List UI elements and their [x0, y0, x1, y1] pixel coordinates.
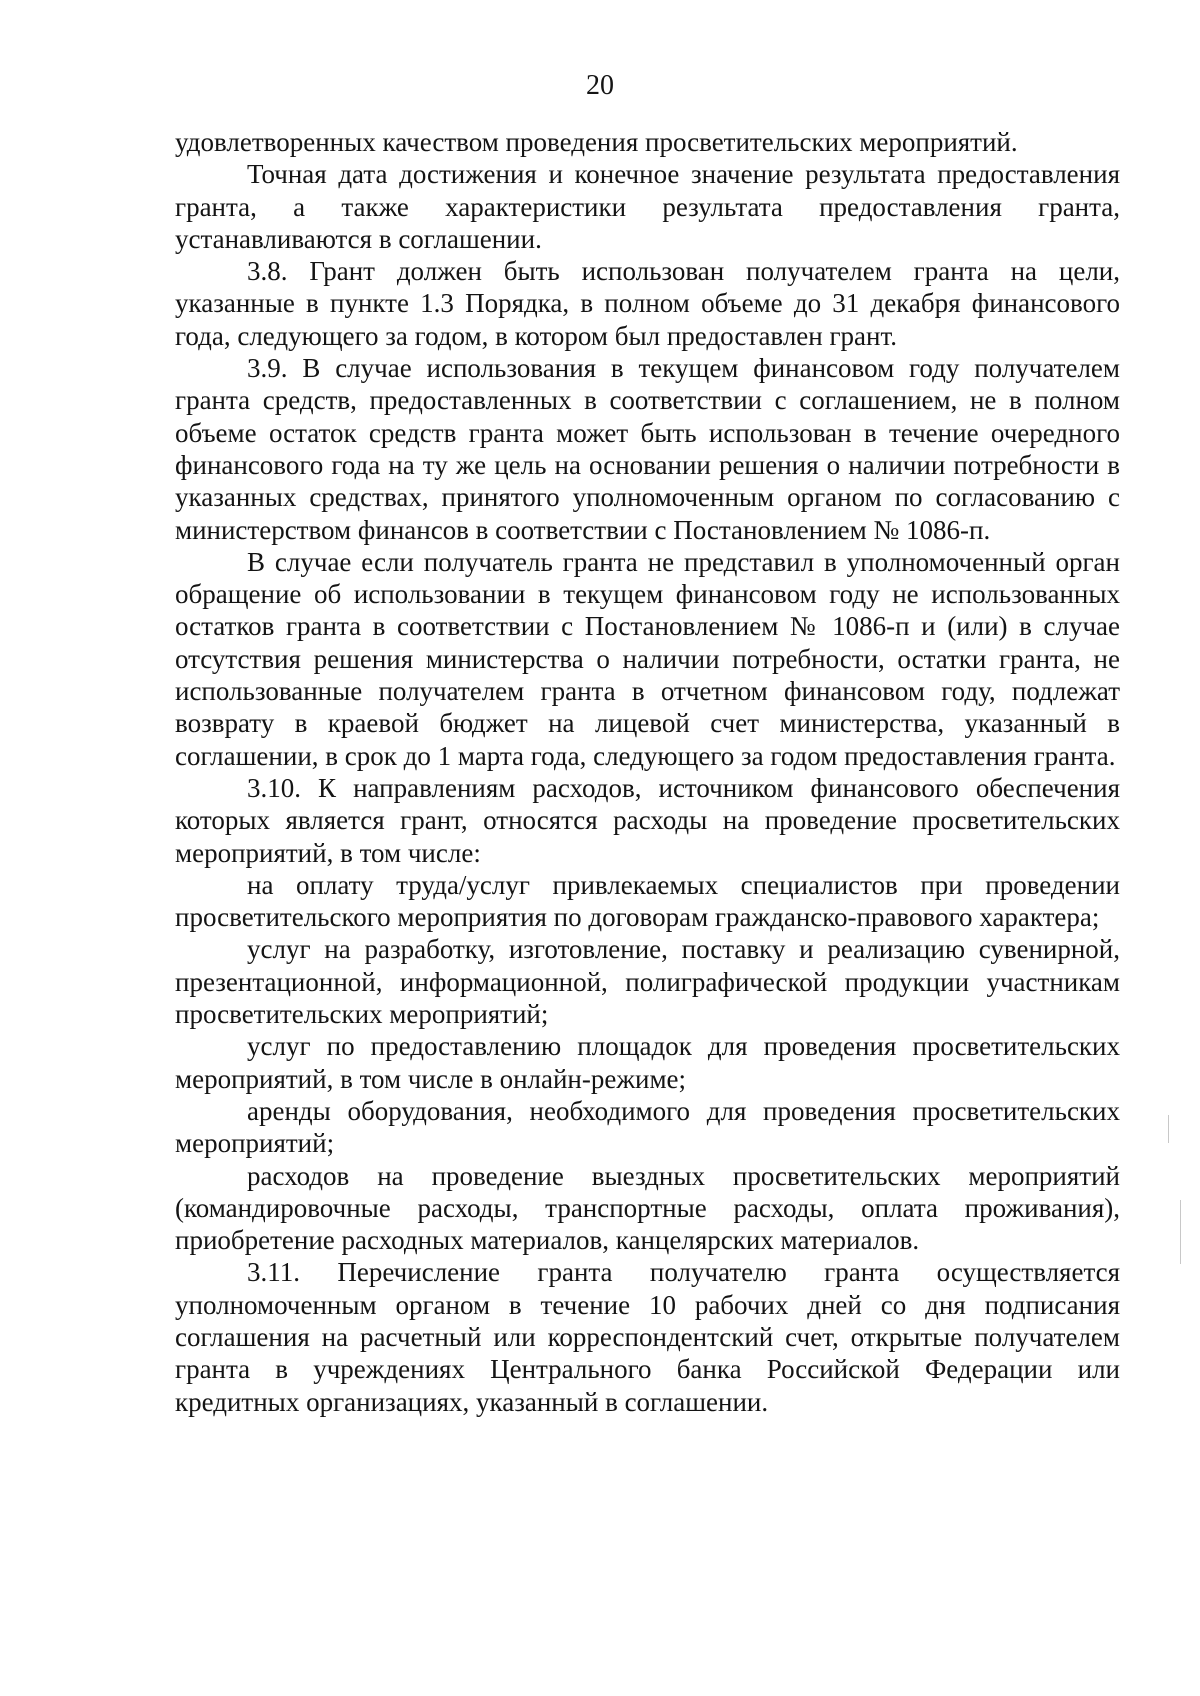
scan-edge-mark [1180, 1200, 1181, 1264]
list-item-field-events: расходов на проведение выездных просветительских мероприятий (командировочные расходы, транспортные расходы, оплата проживания), приобретение расходных материалов, канцелярских материалов. [175, 1160, 1120, 1256]
list-item-souvenir-products: услуг на разработку, изготовление, поставку и реализацию сувенирной, презентационной, информационной, полиграфической продукции участникам просветительских мероприятий; [175, 934, 1120, 1030]
list-item-labor-payment: на оплату труда/услуг привлекаемых специалистов при проведении просветительского мероприятия по договорам гражданско-правового характера; [175, 869, 1120, 933]
paragraph-unused-balance: В случае если получатель гранта не представил в уполномоченный орган обращение об использовании в текущем финансовом году не использованных остатков гранта в соответствии с Постановлением № 1086-п и (или) в случае отсутствия решения министерства о наличии потребности, остатки гранта, не использованные получателем гранта в отчетном финансовом году, подлежат возврату в краевой бюджет на лицевой счет министерства, указанный в соглашении, в срок до 1 марта года, следующего за годом предоставления гранта. [175, 546, 1120, 771]
list-item-equipment-rental: аренды оборудования, необходимого для проведения просветительских мероприятий; [175, 1095, 1120, 1159]
paragraph-1-continuation: удовлетворенных качеством проведения просветительских мероприятий. [175, 127, 1018, 157]
scan-edge-mark [1168, 1115, 1169, 1143]
page-number: 20 [586, 70, 614, 101]
paragraph-3-10: 3.10. К направлениям расходов, источником финансового обеспечения которых является грант, относятся расходы на проведение просветительских мероприятий, в том числе: [175, 772, 1120, 868]
document-body [175, 126, 1120, 1418]
paragraph-3-9: 3.9. В случае использования в текущем финансовом году получателем гранта средств, предоставленных в соответствии с соглашением, не в полном объеме остаток средств гранта может быть использован в течение очередного финансового года на ту же цель на основании решения о наличии потребности в указанных средствах, принятого уполномоченным органом по согласованию с министерством финансов в соответствии с Постановлением № 1086-п. [175, 353, 1120, 545]
paragraph-3-11: 3.11. Перечисление гранта получателю гранта осуществляется уполномоченным органом в течение 10 рабочих дней со дня подписания соглашения на расчетный или корреспондентский счет, открытые получателем гранта в учреждениях Центрального банка Российской Федерации или кредитных организациях, указанный в соглашении. [175, 1257, 1120, 1417]
paragraph-3-8: 3.8. Грант должен быть использован получателем гранта на цели, указанные в пункте 1.3 Порядка, в полном объеме до 31 декабря финансового года, следующего за годом, в котором был предоставлен грант. [175, 256, 1120, 351]
list-item-venues: услуг по предоставлению площадок для проведения просветительских мероприятий, в том числе в онлайн-режиме; [175, 1031, 1120, 1094]
paragraph-result-date: Точная дата достижения и конечное значение результата предоставления гранта, а также характеристики результата предоставления гранта, устанавливаются в соглашении. [175, 159, 1120, 254]
